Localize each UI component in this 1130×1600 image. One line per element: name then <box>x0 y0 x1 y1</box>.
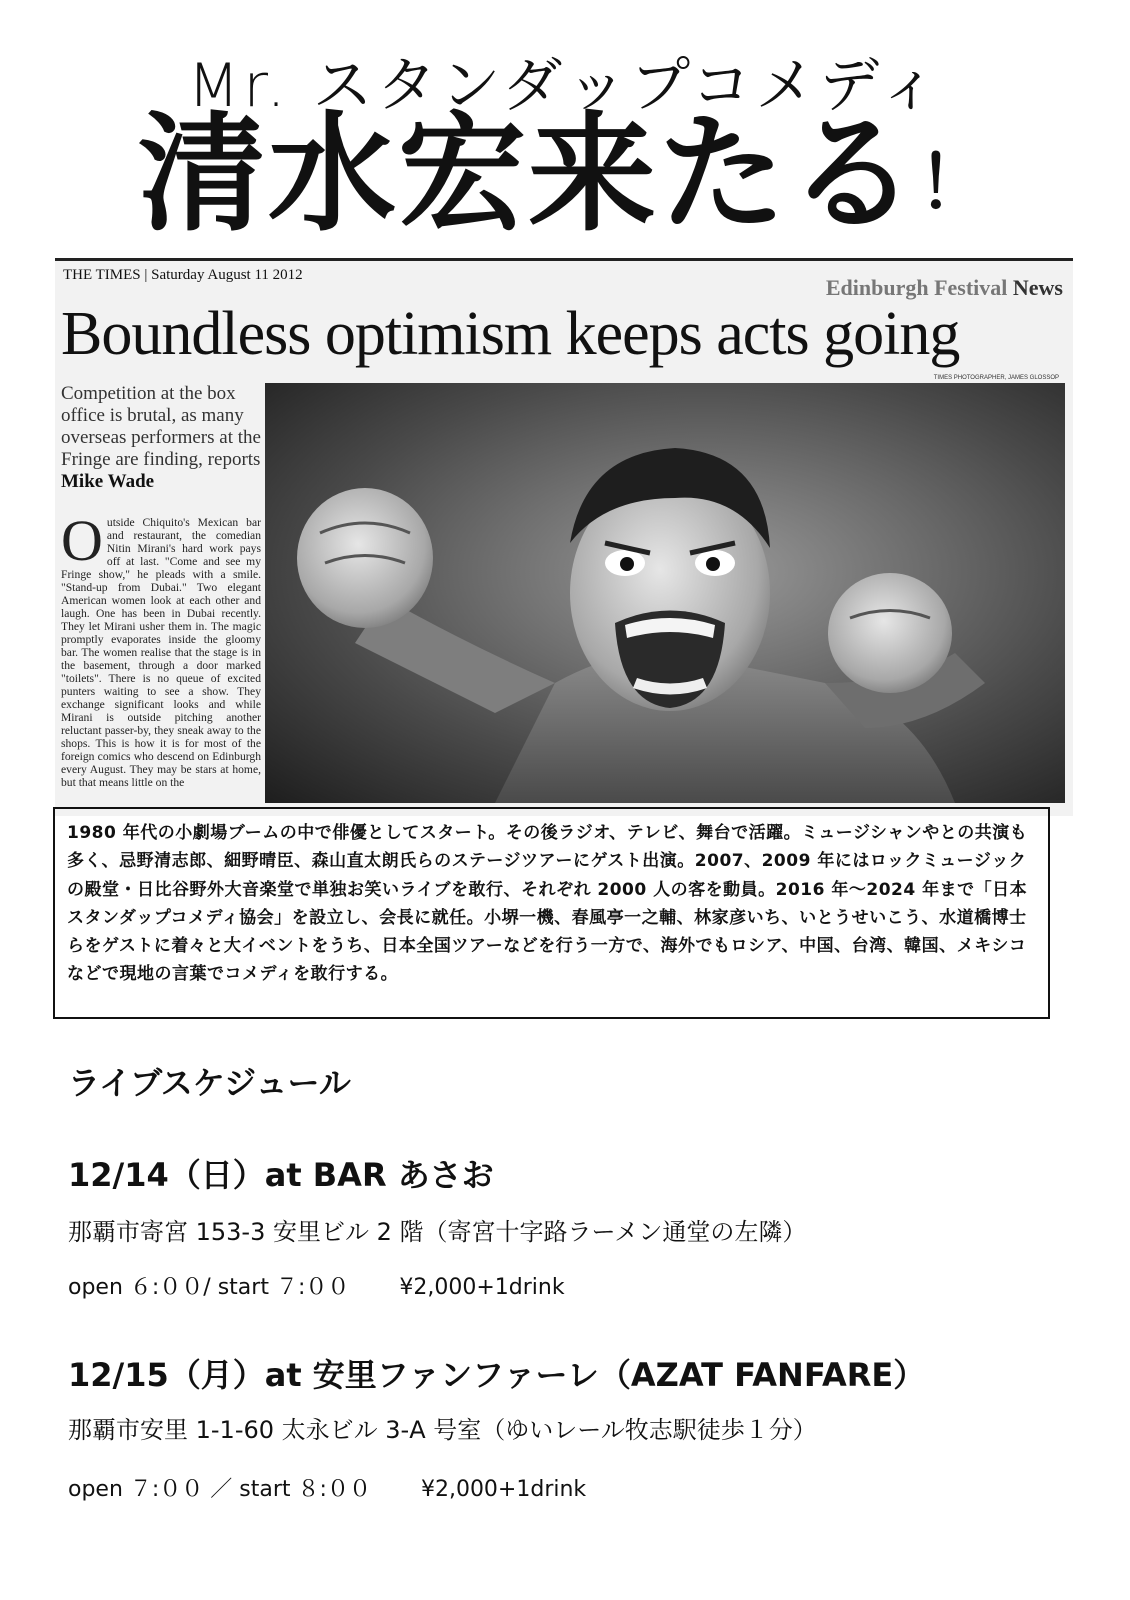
newspaper-standfirst <box>61 383 261 493</box>
newspaper-section-bold: News <box>1012 275 1063 300</box>
photo-credit: TIMES PHOTOGRAPHER, JAMES GLOSSOP <box>933 375 1059 381</box>
newspaper-body <box>61 508 261 789</box>
newspaper-section-label: Edinburgh Festival <box>825 275 1008 300</box>
standfirst-text: Competition at the box office is brutal, as many overseas performers at the Fringe are finding, reports <box>61 383 261 470</box>
event-1-open-start: open ６:００/ start ７:００ <box>68 1275 350 1300</box>
event-1-address: 那覇市寄宮 153-3 安里ビル 2 階（寄宮十字路ラーメン通堂の左隣） <box>68 1218 807 1246</box>
schedule-heading: ライブスケジュール <box>68 1064 351 1102</box>
comedian-photo <box>265 383 1065 803</box>
flyer-title <box>0 100 1130 258</box>
event-2-address: 那覇市安里 1-1-60 太永ビル 3-A 号室（ゆいレール牧志駅徒歩１分） <box>68 1416 817 1444</box>
event-1-price: ¥2,000+1drink <box>399 1275 565 1300</box>
event-2-open-start: open ７:００ ／ start ８:００ <box>68 1477 371 1502</box>
event-2-times <box>68 1472 586 1503</box>
event-2-price: ¥2,000+1drink <box>420 1477 587 1502</box>
newspaper-dateline: THE TIMES | Saturday August 11 2012 <box>63 267 303 283</box>
event-2-title: 12/15（月）at 安里ファンファーレ（AZAT FANFARE） <box>68 1356 926 1394</box>
flyer-subtitle: Mr. スタンダップコメディ <box>187 51 943 121</box>
newspaper-body-text: utside Chiquito's Mexican bar and restaurant, the comedian Nitin Mirani's hard work pays off at last. "Come and see my Fringe show," he pleads with a smile. "Stand-up from Dubai." Two elegant American women look at each other and laugh. One has been in Dubai recently. They let Mirani usher them in. The magic promptly evaporates inside the gloomy bar. The women realise that the stage is in the basement, through a door marked "toilets". There is no queue of excited punters waiting to see a show. They exchange significant looks and while Mirani is outside pitching another reluctant passer-by, they sneak away to the shops. This is how it is for most of the foreign comics who descend on Edinburgh every August. They may be stars at home, but that means little on the <box>61 516 261 789</box>
standfirst-byline: Mike Wade <box>61 471 155 492</box>
flyer-title-exclamation: ！ <box>918 140 993 225</box>
newspaper-headline: Boundless optimism keeps acts going <box>61 300 960 368</box>
newspaper-dropcap: O <box>61 508 103 573</box>
flyer-title-text: 清水宏来たる <box>137 100 918 249</box>
biography-box: 1980 年代の小劇場ブームの中で俳優としてスタート。その後ラジオ、テレビ、舞台で活躍。ミュージシャンやとの共演も多く、忌野清志郎、細野晴臣、森山直太朗氏らのステージツアーにゲスト出演。2007、2009 年にはロックミュージックの殿堂・日比谷野外大音楽堂で単独お笑いライブを敢行、それぞれ 2000 人の客を動員。2016 年～2024 年まで「日本スタンダップコメディ協会」を設立し、会長に就任。小堺一機、春風亭一之輔、林家彦いち、いとうせいこう、水道橋博士らをゲストに着々と大イベントをうち、日本全国ツアーなどを行う一方で、海外でもロシア、中国、台湾、韓国、メキシコなどで現地の言葉でコメディを敢行する。 <box>53 807 1050 1019</box>
event-1-title: 12/14（日）at BAR あさお <box>68 1156 494 1194</box>
event-1-times <box>68 1270 565 1301</box>
newspaper-clipping <box>55 258 1073 816</box>
